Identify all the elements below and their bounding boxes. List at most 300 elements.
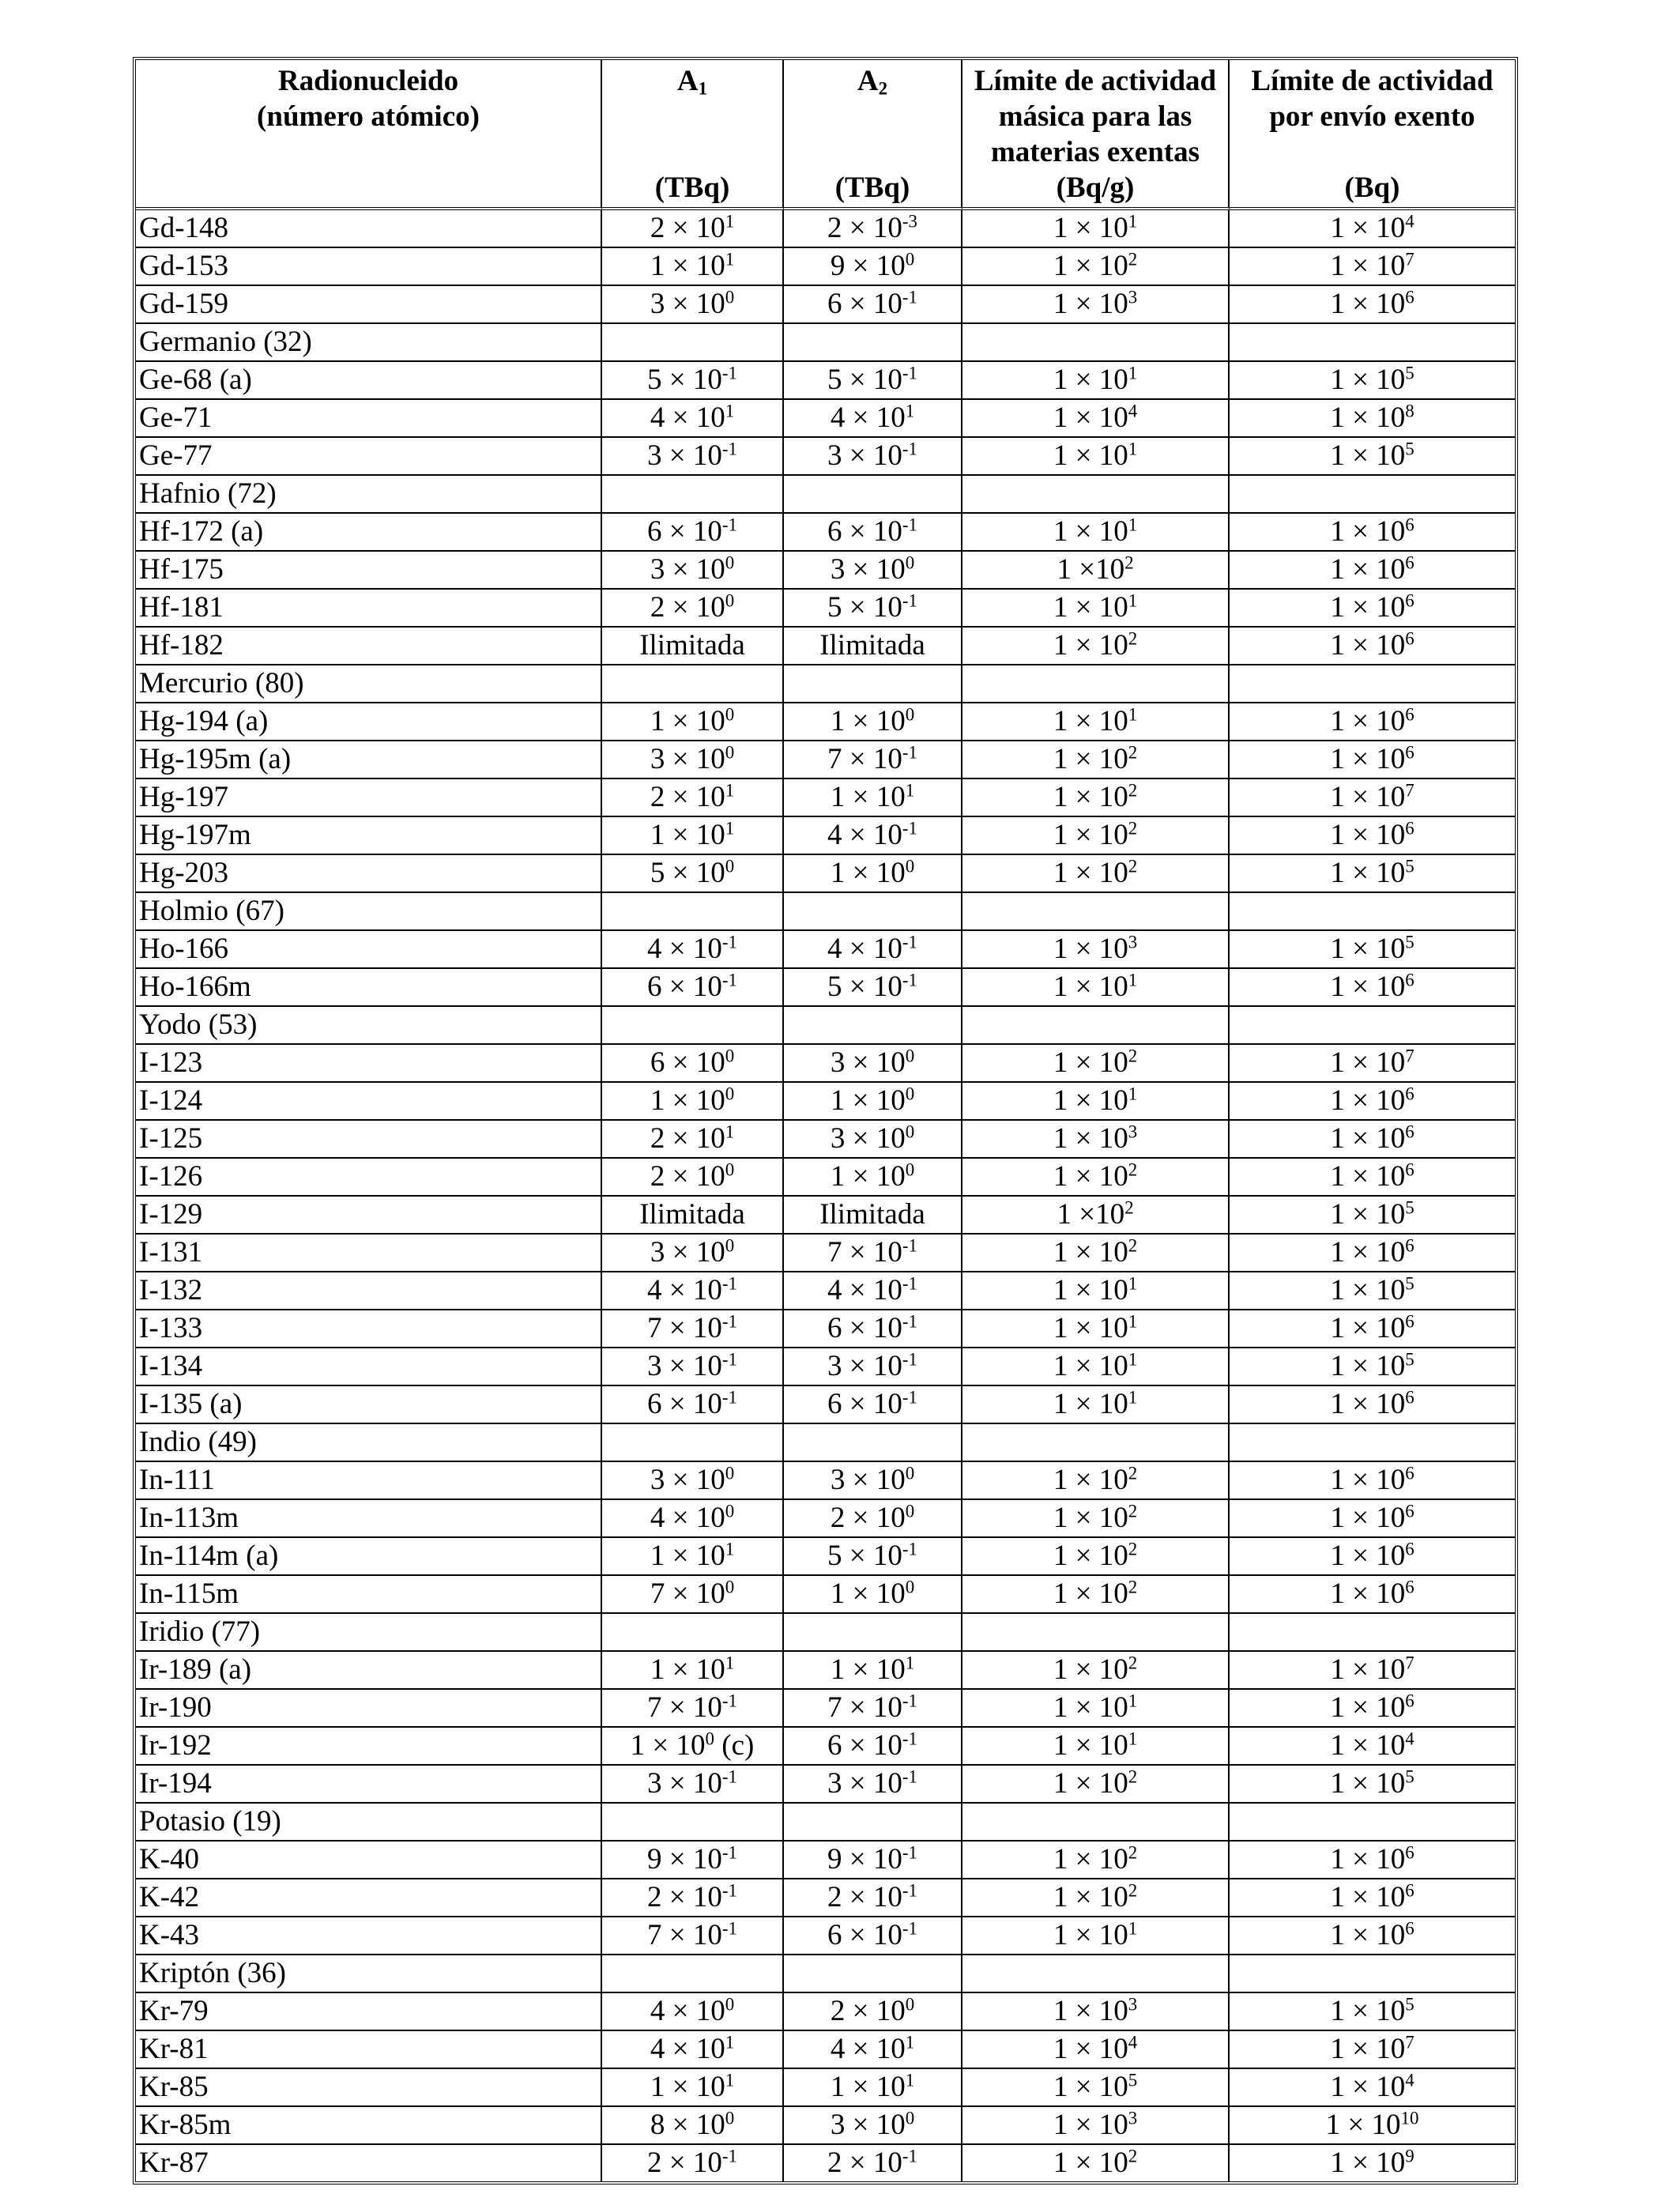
a1-cell xyxy=(602,210,784,248)
a2-mantissa: 4 × 10 xyxy=(830,401,906,434)
a1-cell xyxy=(602,969,784,1007)
table-row xyxy=(136,1348,1515,1386)
a1-cell xyxy=(602,552,784,590)
ship-cell xyxy=(1230,1083,1515,1121)
ship-exponent: 6 xyxy=(1405,1387,1414,1408)
mass-exponent: 2 xyxy=(1128,1539,1138,1559)
a2-cell xyxy=(784,1728,962,1766)
header-ship-line2: por envío exento xyxy=(1269,100,1475,133)
table-row xyxy=(136,476,1515,514)
mass-cell xyxy=(962,1842,1230,1879)
table-row xyxy=(136,1690,1515,1728)
mass-mantissa: 1 × 10 xyxy=(1053,1843,1128,1875)
a1-cell xyxy=(602,1766,784,1804)
a1-exponent: 0 xyxy=(725,856,735,876)
ship-cell xyxy=(1230,1690,1515,1728)
a2-cell xyxy=(784,552,962,590)
a1-cell xyxy=(602,2145,784,2181)
nuclide-name-cell: Kr-87 xyxy=(136,2145,602,2181)
ship-exponent: 5 xyxy=(1405,1273,1414,1294)
table-row xyxy=(136,2107,1515,2145)
ship-exponent: 10 xyxy=(1400,2108,1419,2128)
table-row xyxy=(136,438,1515,476)
a1-mantissa: 3 × 10 xyxy=(650,1464,725,1496)
mass-exponent: 2 xyxy=(1128,1235,1138,1256)
table-row xyxy=(136,1804,1515,1842)
a1-cell xyxy=(602,2031,784,2069)
nuclide-name-cell: Mercurio (80) xyxy=(136,665,602,703)
mass-exponent: 2 xyxy=(1128,856,1138,876)
table-row xyxy=(136,931,1515,969)
table-row xyxy=(136,1917,1515,1955)
mass-cell xyxy=(962,438,1230,476)
mass-cell xyxy=(962,400,1230,438)
mass-exponent: 1 xyxy=(1128,439,1138,459)
mass-cell xyxy=(962,665,1230,703)
nuclide-name-cell: K-40 xyxy=(136,1842,602,1879)
a1-mantissa: 2 × 10 xyxy=(650,781,725,813)
a2-exponent: -1 xyxy=(902,1387,917,1408)
ship-mantissa: 1 × 10 xyxy=(1330,629,1406,662)
a2-cell xyxy=(784,514,962,552)
mass-exponent: 2 xyxy=(1128,1653,1138,1673)
a2-mantissa: 3 × 10 xyxy=(830,553,906,586)
mass-cell xyxy=(962,1348,1230,1386)
a1-exponent: 1 xyxy=(725,2032,735,2053)
a1-exponent: 1 xyxy=(725,1653,735,1673)
a2-exponent: 0 xyxy=(905,704,915,725)
a2-exponent: 1 xyxy=(905,401,915,421)
a2-mantissa: 6 × 10 xyxy=(827,1729,902,1762)
a1-cell xyxy=(602,893,784,931)
mass-mantissa: 1 × 10 xyxy=(1053,1881,1128,1913)
a1-mantissa: 2 × 10 xyxy=(647,1881,722,1913)
a1-cell xyxy=(602,1386,784,1424)
a1-cell xyxy=(602,2069,784,2107)
a1-exponent: -1 xyxy=(721,970,737,990)
a2-cell xyxy=(784,1310,962,1348)
header-mass-unit: (Bq/g) xyxy=(1056,172,1135,204)
ship-cell xyxy=(1230,1462,1515,1500)
ship-cell xyxy=(1230,665,1515,703)
mass-mantissa: 1 × 10 xyxy=(1053,705,1128,737)
a2-mantissa: 2 × 10 xyxy=(827,2147,902,2179)
a1-exponent: 0 xyxy=(725,742,735,763)
a1-mantissa: 3 × 10 xyxy=(650,1236,725,1269)
table-header-row xyxy=(136,60,1515,210)
mass-mantissa: 1 × 10 xyxy=(1053,1995,1128,2027)
a2-mantissa: 4 × 10 xyxy=(827,819,902,851)
mass-cell xyxy=(962,1728,1230,1766)
ship-mantissa: 1 × 10 xyxy=(1330,1502,1406,1534)
a2-exponent: -3 xyxy=(902,211,917,232)
a2-cell xyxy=(784,1159,962,1197)
a1-mantissa: 1 × 10 xyxy=(650,250,725,282)
a1-exponent: 1 xyxy=(725,249,735,270)
a1-cell xyxy=(602,1842,784,1879)
mass-exponent: 3 xyxy=(1128,1122,1138,1142)
mass-mantissa: 1 ×10 xyxy=(1057,553,1125,586)
ship-exponent: 9 xyxy=(1405,2146,1414,2166)
mass-mantissa: 1 × 10 xyxy=(1053,212,1128,244)
mass-cell xyxy=(962,969,1230,1007)
ship-cell xyxy=(1230,1235,1515,1272)
ship-mantissa: 1 × 10 xyxy=(1330,1274,1406,1306)
a1-mantissa: 7 × 10 xyxy=(647,1919,722,1951)
nuclide-name-cell: K-42 xyxy=(136,1879,602,1917)
mass-cell xyxy=(962,248,1230,286)
a2-cell xyxy=(784,1652,962,1690)
a2-cell xyxy=(784,476,962,514)
mass-cell xyxy=(962,590,1230,628)
a1-exponent: 0 xyxy=(725,1159,735,1180)
a2-cell xyxy=(784,931,962,969)
a1-mantissa: Ilimitada xyxy=(639,1198,745,1231)
ship-mantissa: 1 × 10 xyxy=(1330,933,1406,965)
a1-cell xyxy=(602,1652,784,1690)
ship-mantissa: 1 × 10 xyxy=(1330,743,1406,775)
a2-cell xyxy=(784,2107,962,2145)
mass-exponent: 2 xyxy=(1128,1842,1138,1863)
mass-exponent: 2 xyxy=(1128,742,1138,763)
a2-exponent: -1 xyxy=(902,818,917,839)
a1-cell xyxy=(602,1500,784,1538)
ship-exponent: 8 xyxy=(1405,401,1414,421)
a1-exponent: 0 xyxy=(725,590,735,611)
ship-mantissa: 1 × 10 xyxy=(1330,553,1406,586)
mass-exponent: 1 xyxy=(1128,211,1138,232)
mass-cell xyxy=(962,1007,1230,1045)
ship-exponent: 5 xyxy=(1405,439,1414,459)
a1-exponent: 1 xyxy=(725,211,735,232)
ship-mantissa: 1 × 10 xyxy=(1330,288,1406,320)
ship-exponent: 4 xyxy=(1405,2070,1414,2090)
table-row xyxy=(136,1045,1515,1083)
nuclide-name-cell: I-123 xyxy=(136,1045,602,1083)
a1-mantissa: 4 × 10 xyxy=(650,1995,725,2027)
nuclide-name-cell: K-43 xyxy=(136,1917,602,1955)
a1-mantissa: 3 × 10 xyxy=(647,1767,722,1800)
ship-exponent: 7 xyxy=(1405,1046,1414,1066)
a1-cell xyxy=(602,1424,784,1462)
a2-exponent: -1 xyxy=(902,970,917,990)
mass-exponent: 2 xyxy=(1124,552,1134,573)
a2-exponent: 0 xyxy=(905,1159,915,1180)
ship-cell xyxy=(1230,210,1515,248)
ship-exponent: 6 xyxy=(1405,628,1414,649)
mass-exponent: 3 xyxy=(1128,1994,1138,2015)
mass-mantissa: 1 × 10 xyxy=(1053,1464,1128,1496)
mass-cell xyxy=(962,1462,1230,1500)
a1-cell xyxy=(602,1235,784,1272)
nuclide-name-cell: I-125 xyxy=(136,1121,602,1159)
mass-exponent: 1 xyxy=(1128,1918,1138,1939)
ship-mantissa: 1 × 10 xyxy=(1330,591,1406,624)
mass-mantissa: 1 × 10 xyxy=(1053,1236,1128,1269)
a1-cell xyxy=(602,400,784,438)
a2-mantissa: 3 × 10 xyxy=(830,1464,906,1496)
header-a2 xyxy=(784,60,962,210)
a1-mantissa: 3 × 10 xyxy=(647,439,722,472)
nuclide-name-cell: I-126 xyxy=(136,1159,602,1197)
ship-exponent: 5 xyxy=(1405,1766,1414,1787)
header-mass-line1: Límite de actividad xyxy=(974,65,1217,97)
a1-exponent: -1 xyxy=(721,1387,737,1408)
a2-exponent: -1 xyxy=(902,932,917,952)
table-row xyxy=(136,628,1515,665)
ship-cell xyxy=(1230,1879,1515,1917)
a2-cell xyxy=(784,817,962,855)
a1-mantissa: 7 × 10 xyxy=(647,1691,722,1724)
a1-cell xyxy=(602,1462,784,1500)
a2-exponent: 0 xyxy=(905,249,915,270)
a1-cell xyxy=(602,628,784,665)
a1-mantissa: 2 × 10 xyxy=(650,212,725,244)
ship-exponent: 4 xyxy=(1405,211,1414,232)
ship-mantissa: 1 × 10 xyxy=(1330,1691,1406,1724)
ship-mantissa: 1 × 10 xyxy=(1330,1464,1406,1496)
mass-exponent: 2 xyxy=(1128,1463,1138,1483)
ship-cell xyxy=(1230,741,1515,779)
a2-exponent: 0 xyxy=(905,1046,915,1066)
a1-cell xyxy=(602,1993,784,2031)
a1-cell xyxy=(602,1045,784,1083)
table-row xyxy=(136,893,1515,931)
mass-exponent: 1 xyxy=(1128,1311,1138,1332)
ship-cell xyxy=(1230,1159,1515,1197)
a2-cell xyxy=(784,1842,962,1879)
a2-mantissa: 4 × 10 xyxy=(827,1274,902,1306)
a1-cell xyxy=(602,1804,784,1842)
table-body xyxy=(136,210,1515,2181)
a2-exponent: -1 xyxy=(902,1880,917,1901)
a1-mantissa: 6 × 10 xyxy=(650,1046,725,1079)
a2-cell xyxy=(784,1614,962,1652)
a2-mantissa: 7 × 10 xyxy=(827,1691,902,1724)
nuclide-name-cell: Kriptón (36) xyxy=(136,1955,602,1993)
mass-mantissa: 1 × 10 xyxy=(1053,1312,1128,1344)
a2-cell xyxy=(784,248,962,286)
a1-mantissa: 9 × 10 xyxy=(647,1843,722,1875)
mass-mantissa: 1 × 10 xyxy=(1053,401,1128,434)
a1-mantissa: 2 × 10 xyxy=(650,1122,725,1155)
mass-mantissa: 1 × 10 xyxy=(1053,1653,1128,1686)
mass-exponent: 1 xyxy=(1128,970,1138,990)
a1-exponent: -1 xyxy=(721,2146,737,2166)
ship-exponent: 4 xyxy=(1405,1728,1414,1749)
a2-mantissa: 7 × 10 xyxy=(827,743,902,775)
ship-cell xyxy=(1230,1500,1515,1538)
mass-cell xyxy=(962,1804,1230,1842)
ship-exponent: 6 xyxy=(1405,1691,1414,1711)
mass-cell xyxy=(962,703,1230,741)
nuclide-name-cell: Ir-194 xyxy=(136,1766,602,1804)
ship-cell xyxy=(1230,1197,1515,1235)
ship-mantissa: 1 × 10 xyxy=(1330,705,1406,737)
nuclide-name-cell: Ge-77 xyxy=(136,438,602,476)
ship-cell xyxy=(1230,1576,1515,1614)
table-row xyxy=(136,2031,1515,2069)
a2-exponent: 1 xyxy=(905,780,915,801)
table-row xyxy=(136,779,1515,817)
mass-exponent: 2 xyxy=(1128,249,1138,270)
ship-cell xyxy=(1230,1386,1515,1424)
a1-exponent: -1 xyxy=(721,932,737,952)
table-row xyxy=(136,1007,1515,1045)
mass-exponent: 3 xyxy=(1128,287,1138,307)
nuclide-name-cell: Hf-172 (a) xyxy=(136,514,602,552)
ship-exponent: 6 xyxy=(1405,1159,1414,1180)
mass-cell xyxy=(962,1766,1230,1804)
a2-cell xyxy=(784,1500,962,1538)
a1-cell xyxy=(602,1310,784,1348)
ship-exponent: 6 xyxy=(1405,704,1414,725)
ship-mantissa: 1 × 10 xyxy=(1330,2147,1406,2179)
a1-exponent: 1 xyxy=(725,780,735,801)
ship-cell xyxy=(1230,1917,1515,1955)
a1-cell xyxy=(602,2107,784,2145)
ship-exponent: 7 xyxy=(1405,780,1414,801)
mass-mantissa: 1 × 10 xyxy=(1053,1122,1128,1155)
ship-exponent: 6 xyxy=(1405,515,1414,535)
ship-cell xyxy=(1230,1121,1515,1159)
mass-cell xyxy=(962,1045,1230,1083)
table-row xyxy=(136,665,1515,703)
mass-exponent: 1 xyxy=(1128,363,1138,383)
table-row xyxy=(136,1121,1515,1159)
ship-cell xyxy=(1230,1272,1515,1310)
a1-exponent: 0 xyxy=(725,1994,735,2015)
a2-exponent: -1 xyxy=(902,590,917,611)
nuclide-name-cell: Hg-197m xyxy=(136,817,602,855)
a2-exponent: -1 xyxy=(902,1273,917,1294)
header-mass-line2: másica para las xyxy=(998,100,1192,133)
table-row xyxy=(136,1272,1515,1310)
table-row xyxy=(136,741,1515,779)
ship-cell xyxy=(1230,324,1515,362)
ship-mantissa: 1 × 10 xyxy=(1330,1312,1406,1344)
a2-exponent: 1 xyxy=(905,2032,915,2053)
header-ship-line1: Límite de actividad xyxy=(1251,65,1494,97)
mass-mantissa: 1 × 10 xyxy=(1053,591,1128,624)
nuclide-name-cell: Gd-159 xyxy=(136,286,602,324)
nuclide-name-cell: I-129 xyxy=(136,1197,602,1235)
ship-exponent: 6 xyxy=(1405,970,1414,990)
mass-cell xyxy=(962,1690,1230,1728)
table-row xyxy=(136,1197,1515,1235)
ship-exponent: 6 xyxy=(1405,552,1414,573)
nuclide-name-cell: Ge-71 xyxy=(136,400,602,438)
a2-mantissa: 3 × 10 xyxy=(827,1350,902,1382)
mass-exponent: 3 xyxy=(1128,2108,1138,2128)
mass-mantissa: 1 × 10 xyxy=(1053,1691,1128,1724)
ship-exponent: 6 xyxy=(1405,1918,1414,1939)
nuclide-name-cell: Kr-81 xyxy=(136,2031,602,2069)
a2-cell xyxy=(784,1879,962,1917)
a1-exponent: 0 xyxy=(725,1463,735,1483)
header-radionuclide xyxy=(136,60,602,210)
a2-exponent: 0 xyxy=(905,552,915,573)
ship-mantissa: 1 × 10 xyxy=(1330,1236,1406,1269)
nuclide-name-cell: I-131 xyxy=(136,1235,602,1272)
a2-cell xyxy=(784,703,962,741)
ship-exponent: 7 xyxy=(1405,1653,1414,1673)
a1-mantissa: 1 × 10 xyxy=(650,1084,725,1117)
a2-exponent: 0 xyxy=(905,1577,915,1597)
a1-cell xyxy=(602,514,784,552)
nuclide-name-cell: Gd-153 xyxy=(136,248,602,286)
mass-exponent: 1 xyxy=(1128,515,1138,535)
mass-cell xyxy=(962,1993,1230,2031)
a2-mantissa: 1 × 10 xyxy=(830,857,906,889)
header-mass-line3: materias exentas xyxy=(990,136,1200,168)
ship-exponent: 6 xyxy=(1405,818,1414,839)
a1-mantissa: 6 × 10 xyxy=(647,1388,722,1420)
header-a1-letter: A xyxy=(676,65,699,97)
a2-mantissa: 3 × 10 xyxy=(830,1122,906,1155)
a1-cell xyxy=(602,362,784,400)
a1-exponent: 0 xyxy=(725,1501,735,1521)
mass-cell xyxy=(962,1235,1230,1272)
ship-mantissa: 1 × 10 xyxy=(1330,1881,1406,1913)
a2-mantissa: 9 × 10 xyxy=(827,1843,902,1875)
a2-mantissa: 1 × 10 xyxy=(830,2071,906,2103)
a1-mantissa: 3 × 10 xyxy=(650,553,725,586)
nuclide-name-cell: Kr-85m xyxy=(136,2107,602,2145)
a1-mantissa: 5 × 10 xyxy=(650,857,725,889)
a2-mantissa: 3 × 10 xyxy=(827,1767,902,1800)
header-a2-subscript: 2 xyxy=(878,78,888,99)
a1-cell xyxy=(602,779,784,817)
ship-exponent: 6 xyxy=(1405,1880,1414,1901)
a2-cell xyxy=(784,665,962,703)
ship-cell xyxy=(1230,1310,1515,1348)
mass-cell xyxy=(962,1272,1230,1310)
a2-cell xyxy=(784,1083,962,1121)
a2-cell xyxy=(784,1197,962,1235)
a1-mantissa: 6 × 10 xyxy=(647,515,722,548)
a1-exponent: 0 xyxy=(725,1235,735,1256)
table-row xyxy=(136,400,1515,438)
mass-mantissa: 1 × 10 xyxy=(1053,2071,1128,2103)
mass-exponent: 2 xyxy=(1128,2146,1138,2166)
ship-mantissa: 1 × 10 xyxy=(1330,819,1406,851)
ship-cell xyxy=(1230,438,1515,476)
nuclide-name-cell: I-132 xyxy=(136,1272,602,1310)
a1-mantissa: Ilimitada xyxy=(639,629,745,662)
mass-exponent: 2 xyxy=(1128,1046,1138,1066)
ship-mantissa: 1 × 10 xyxy=(1330,1919,1406,1951)
a1-mantissa: 3 × 10 xyxy=(650,288,725,320)
ship-cell xyxy=(1230,703,1515,741)
a2-exponent: 0 xyxy=(905,1994,915,2015)
ship-cell xyxy=(1230,286,1515,324)
nuclide-name-cell: Potasio (19) xyxy=(136,1804,602,1842)
a1-exponent: 0 xyxy=(725,287,735,307)
ship-exponent: 6 xyxy=(1405,742,1414,763)
ship-exponent: 5 xyxy=(1405,1994,1414,2015)
table-row xyxy=(136,1955,1515,1993)
a1-cell xyxy=(602,476,784,514)
mass-exponent: 1 xyxy=(1128,1691,1138,1711)
a2-mantissa: 6 × 10 xyxy=(827,1919,902,1951)
header-a1 xyxy=(602,60,784,210)
nuclide-name-cell: Hf-182 xyxy=(136,628,602,665)
mass-mantissa: 1 × 10 xyxy=(1053,857,1128,889)
a1-cell xyxy=(602,1690,784,1728)
a2-mantissa: 4 × 10 xyxy=(830,2033,906,2065)
a2-exponent: -1 xyxy=(902,1311,917,1332)
